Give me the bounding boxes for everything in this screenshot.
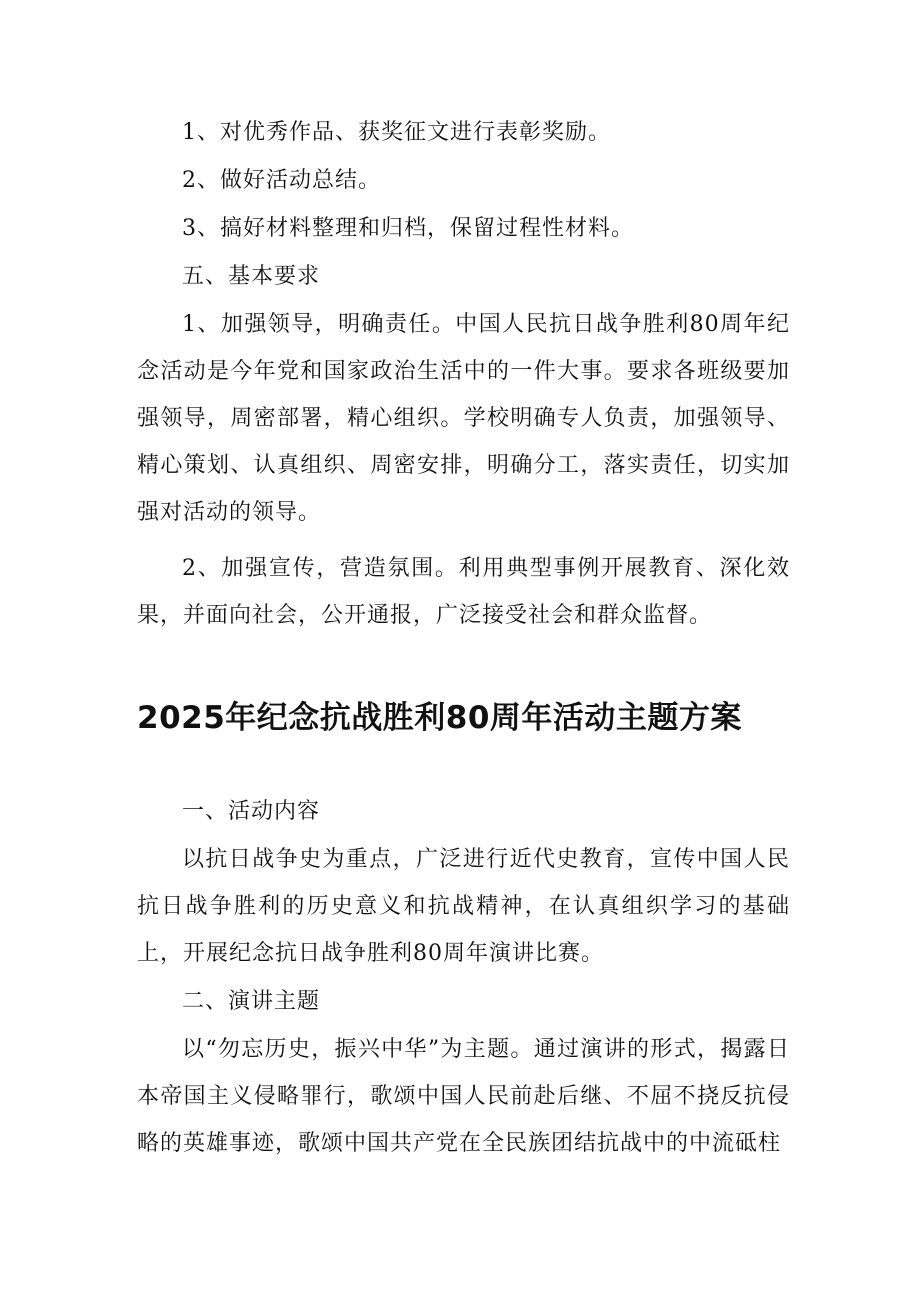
document-title: 2025年纪念抗战胜利80周年活动主题方案 — [137, 700, 742, 736]
paragraph-archiving: 3、搞好材料整理和归档，保留过程性材料。 — [182, 216, 634, 241]
paragraph-leadership: 1、加强领导，明确责任。中国人民抗日战争胜利80周年纪念活动是今年党和国家政治生活中的一件大事。要求各班级要加强领导，周密部署，精心组织。学校明确专人负责，加强领导、精心策划、认真组织、周密安排，明确分工，落实责任，切实加强对活动的领导。 — [137, 312, 790, 525]
paragraph-speech-theme: 以“勿忘历史，振兴中华”为主题。通过演讲的形式，揭露日本帝国主义侵略罪行，歌颂中国人民前赴后继、不屈不挠反抗侵略的英雄事迹，歌颂中国共产党在全民族团结抗战中的中流砥柱 — [137, 1037, 790, 1156]
paragraph-summary: 2、做好活动总结。 — [182, 168, 381, 193]
paragraph-commendation: 1、对优秀作品、获奖征文进行表彰奖励。 — [182, 120, 611, 145]
heading-activity-content: 一、活动内容 — [182, 799, 321, 824]
heading-speech-theme: 二、演讲主题 — [182, 989, 321, 1014]
paragraph-activity-content: 以抗日战争史为重点，广泛进行近代史教育，宣传中国人民抗日战争胜利的历史意义和抗战精神，在认真组织学习的基础上，开展纪念抗日战争胜利80周年演讲比赛。 — [137, 847, 790, 966]
paragraph-publicity: 2、加强宣传，营造氛围。利用典型事例开展教育、深化效果，并面向社会，公开通报，广泛接受社会和群众监督。 — [137, 556, 790, 628]
heading-basic-requirements: 五、基本要求 — [182, 264, 321, 289]
